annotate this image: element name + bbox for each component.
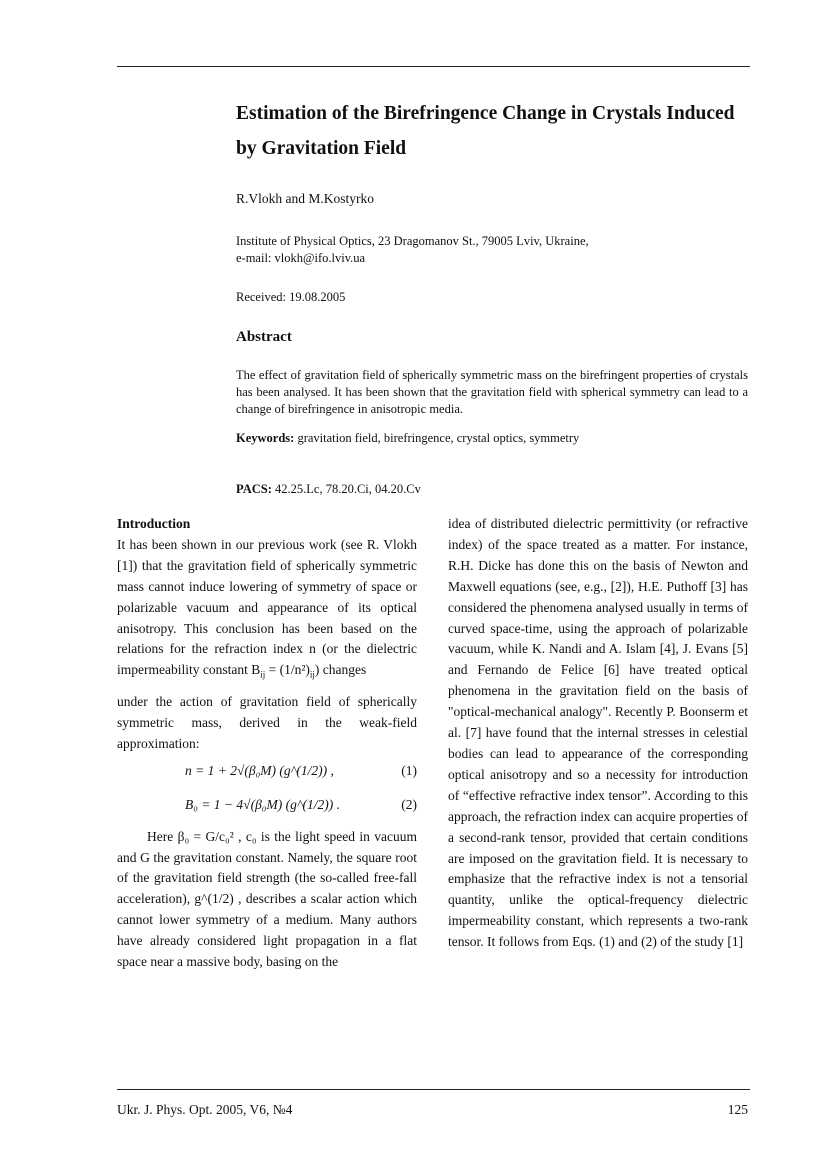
pacs-text: 42.25.Lc, 78.20.Ci, 04.20.Cv	[271, 482, 421, 496]
equation-1-number: (1)	[401, 762, 417, 778]
keywords-text: gravitation field, birefringence, crystal optics, symmetry	[294, 431, 580, 445]
intro-paragraph-1: It has been shown in our previous work (see R. Vlokh [1]) that the gravitation field of spherically symmetric mass cannot induce lowering of symmetry of space or polarizable vacuum and appearance of its optical anisotropy. This conclusion has been based on the relations for the refraction index n (or the dielectric impermeability constant $B_{ij} = (1/n^2)_{ij}$) changes	[117, 536, 417, 681]
keywords-label: Keywords:	[236, 431, 295, 445]
top-rule	[117, 66, 750, 67]
paper-title: Estimation of the Birefringence Change in Crystals Induced by Gravitation Field	[236, 103, 735, 159]
intro-paragraph-3: Here β₀ = G/c₀² , c₀ is the light speed in vacuum and G the gravitation constant. Namely, the square root of the gravitation field strength (the so-called free-fall acceleration), g^(1/2) , describes a scalar action which cannot lower symmetry of a medium. Many authors have already considered light propagation in a flat space near a massive body, basing on the	[117, 828, 417, 970]
keywords	[236, 431, 748, 446]
page-number: 125	[727, 1102, 748, 1117]
right-paragraph: idea of distributed dielectric permittivity (or refractive index) of the space treated as a matter. For instance, R.H. Dicke has done this on the basis of Newton and Maxwell equations (see, e.g., [2]), H.E. Puthoff [3] has considered the phenomena analysed usually in terms of curved space-time, using the approach of polarizable vacuum, while K. Nandi and A. Islam [4], J. Evans [5] and Fernando de Felice [6] have treated optical phenomena in the gravitation field on the basis of "optical-mechanical analogy". Recently P. Boonserm et al. [7] have found that the internal stresses in celestial bodies can lead to appearance of the corresponding optical anisotropy and so a necessity for introduction of “effective refractive index tensor”. According to this approach, the refraction index can acquire properties of a second-rank tensor, provided that certain conditions are imposed on the gravitation field. It is necessary to emphasize that the refractive index is not a tensorial quantity, unlike the optical-frequency dielectric impermeability constant, which represents a two-rank tensor. It follows from Eqs. (1) and (2) of the study [1]	[448, 516, 748, 950]
right-column	[448, 514, 748, 953]
intro-p1-text: It has been shown in our previous work (see R. Vlokh [1]) that the gravitation field of spherically symmetric mass cannot induce lowering of symmetry of space or polarizable vacuum and appearance of its optical anisotropy. This conclusion has been based on the relations for the refraction index n (or the dielectric impermeability constant B	[117, 536, 417, 678]
received-date: Received: 19.08.2005	[236, 290, 346, 304]
equation-1	[117, 755, 417, 789]
abstract-text: The effect of gravitation field of spherically symmetric mass on the birefringent properties of crystals has been analysed. It has been shown that the gravitation field with spherical symmetry can lead to a change of birefringence in anisotropic media.	[236, 368, 748, 416]
bottom-rule	[117, 1089, 750, 1090]
pacs	[236, 482, 421, 497]
affiliation-address: Institute of Physical Optics, 23 Dragomanov St., 79005 Lviv, Ukraine,	[236, 234, 589, 248]
equation-2-expr: B₀ = 1 − 4√(β₀M) (g^(1/2)) .	[185, 796, 341, 812]
intro-paragraph-2: under the action of gravitation field of spherically symmetric mass, derived in the weak-field approximation:	[117, 693, 417, 751]
abstract-heading: Abstract	[236, 329, 292, 345]
intro-p1-tail: changes	[319, 662, 367, 678]
intro-heading: Introduction	[117, 516, 191, 531]
left-column	[117, 514, 417, 973]
affiliation-email: e-mail: vlokh@ifo.lviv.ua	[236, 251, 366, 265]
equation-1-expr: n = 1 + 2√(β₀M) (g^(1/2)) ,	[185, 762, 334, 778]
equation-2-number: (2)	[401, 796, 417, 812]
equation-2	[117, 789, 417, 823]
pacs-label: PACS:	[236, 482, 272, 496]
authors: R.Vlokh and M.Kostyrko	[236, 191, 374, 206]
affiliation	[236, 233, 756, 267]
journal-footer: Ukr. J. Phys. Opt. 2005, V6, №4	[117, 1102, 293, 1117]
